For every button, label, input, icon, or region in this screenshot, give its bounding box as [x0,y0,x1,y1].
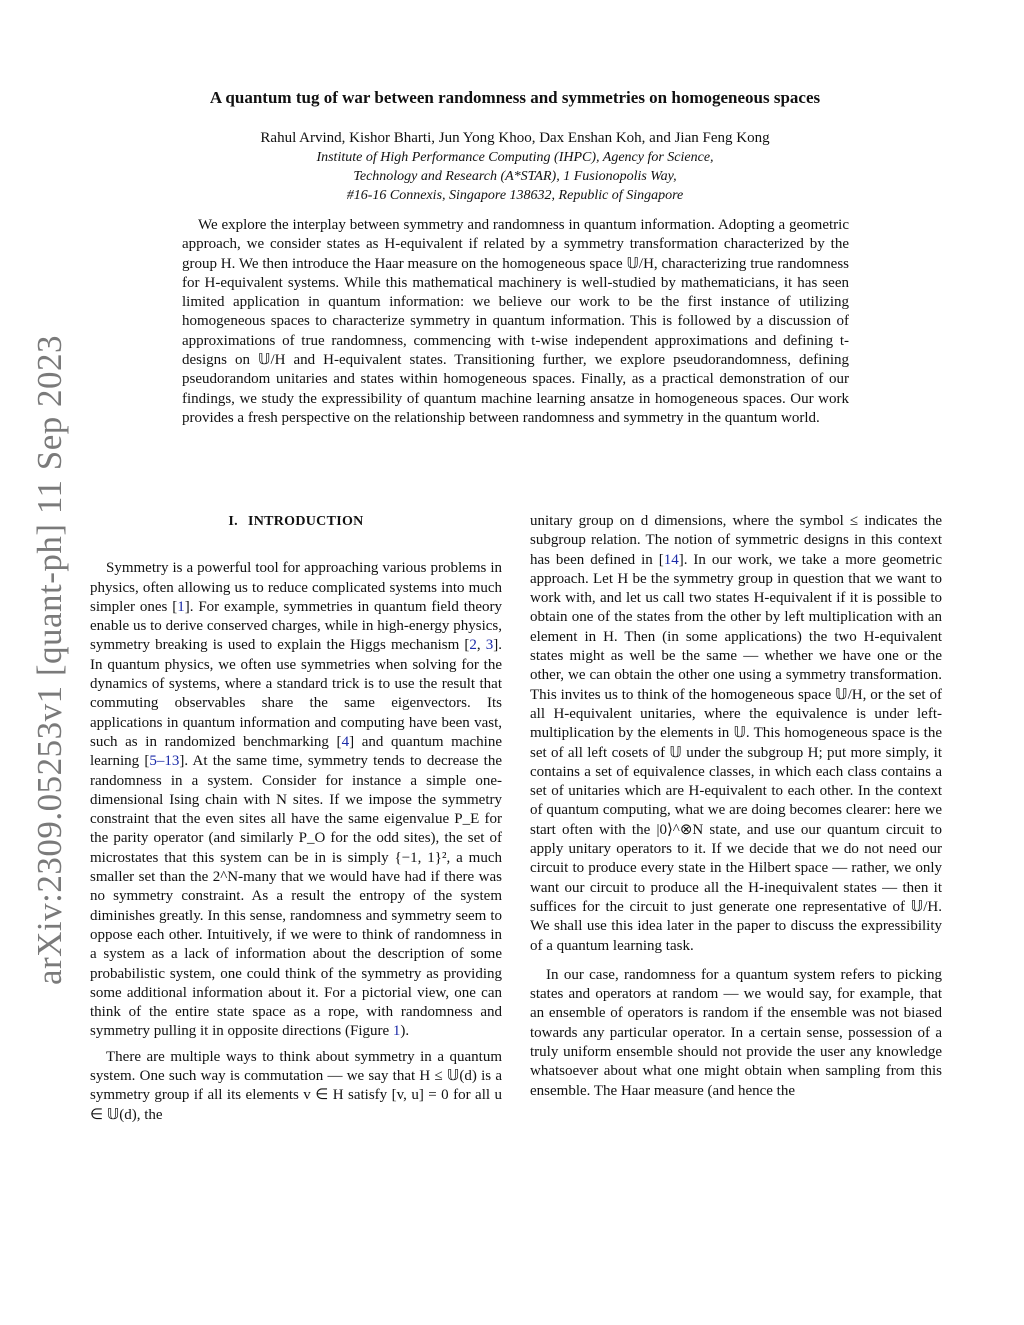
citation-link[interactable]: 4 [341,733,350,750]
citation-link[interactable]: 3 [485,637,494,654]
section-title: INTRODUCTION [247,514,364,529]
paper-title: A quantum tug of war between randomness and symmetries on homogeneous spaces [209,88,821,107]
section-heading [90,512,502,531]
author-list: Rahul Arvind, Kishor Bharti, Jun Yong Khoo, Dax Enshan Koh, and Jian Feng Kong [260,130,770,146]
citation-link[interactable]: 2 [469,637,477,654]
abstract: We explore the interplay between symmetry and randomness in quantum information. Adopting a geometric approach, we consider states as H-equivalent if related by a symmetry transformation characterized by the group H. We then introduce the Haar measure on the homogeneous space 𝕌/H, characterizing true randomness for H-equivalent systems. While this mathematical machinery is well-studied by mathematicians, it has seen limited application in quantum information: we believe our work to be the first instance of utilizing homogeneous spaces to characterize symmetry in quantum information. This is followed by a discussion of approximations of true randomness, commencing with t-wise independent approximations and defining t-designs on 𝕌/H and H-equivalent states. Transitioning further, we explore pseudorandomness, defining pseudorandom unitaries and states within homogeneous spaces. Finally, as a practical demonstration of our findings, we study the expressibility of quantum machine learning ansatze in homogeneous spaces. Our work provides a fresh perspective on the relationship between randomness and symmetry in the quantum world. [182,217,849,426]
figure-link[interactable]: 1 [392,1023,401,1040]
intro-paragraph-1: Symmetry is a powerful tool for approaching various problems in physics, often allowing us to reduce complicated systems into much simpler ones [1]. For example, symmetries in quantum field theory enable us to derive conserved charges, while in high-energy physics, symmetry breaking is used to explain the Higgs mechanism [2, 3]. In quantum physics, we often use symmetries when solving for the dynamics of systems, where a standard trick is to use the result that commuting observables share the same eigenvectors. Its applications in quantum information and computing have been vast, such as in randomized benchmarking [4] and quantum machine learning [5–13]. At the same time, symmetry tends to decrease the randomness in a system. Consider for instance a simple one-dimensional Ising chain with N sites. If we impose the symmetry constraint that the even sites all have the same eigenvalue P_E for the parity operator (and similarly P_O for the odd sites), the set of microstates that this system can be in is simply {−1, 1}², a much smaller set than the 2^N-many that we would have had if there was no symmetry constraint. As a result the entropy of the system diminishes greatly. In this sense, randomness and symmetry seem to oppose each other. Intuitively, if we were to think of randomness in a system as a lack of information about the description of some probabilistic system, one could think of the symmetry as providing some additional information about it. For a pictorial view, one can think of the entire state space as a rope, with randomness and symmetry pulling it in opposite directions (Figure 1). [90,560,503,1040]
left-column [90,512,502,1125]
section-number: I. [228,514,238,529]
intro-paragraph-continued: unitary group on d dimensions, where the symbol ≤ indicates the subgroup relation. The notion of symmetric designs in this context has been defined in [14]. In our work, we take a more geometric approach. Let H be the symmetry group in question that we want to work with, and let us call two states H-equivalent if it is possible to obtain one of the states from the other by left multiplication with an element in H. Then (in some applications) the two H-equivalent states might as well be the same — whether we have one or the other, we can obtain the other one using a symmetry transformation. This invites us to think of the homogeneous space 𝕌/H, or the set of all H-equivalent unitaries, where the equivalence is under left-multiplication by the elements in 𝕌. This homogeneous space is the set of all left cosets of 𝕌 under the subgroup H; put more simply, it contains a set of equivalence classes, in which each class contains a set of unitaries which are H-equivalent to each other. In the context of quantum computing, what we are doing becomes clearer: here we start often with the |0⟩^⊗N state, and use our quantum circuit to apply unitary operators to it. If we decide that we do not need our circuit to produce every state in the Hilbert space — rather, we only want our circuit to produce all the H-inequivalent states — then it suffices for the circuit to just generate one representative of 𝕌/H. We shall use this idea later in the paper to discuss the expressibility of a quantum learning task. [530,513,942,954]
citation-link[interactable]: 5–13 [149,753,180,770]
affiliation-line: Institute of High Performance Computing (IHPC), Agency for Science, [316,150,714,165]
affiliation-line: Technology and Research (A*STAR), 1 Fusionopolis Way, [353,169,677,184]
right-column [530,512,942,1101]
affiliation [90,148,940,205]
arxiv-identifier: arXiv:2309.05253v1 [quant-ph] 11 Sep 2023 [30,334,69,986]
intro-paragraph-3: In our case, randomness for a quantum system refers to picking states and operators at random — we would say, for example, that an ensemble of operators is random if the ensemble was not biased towards any particular operator. In a certain sense, possession of a truly uniform ensemble should not provide the user any knowledge whatsoever about what one might obtain when sampling from this ensemble. The Haar measure (and hence the [530,966,942,1099]
citation-link[interactable]: 1 [177,598,185,615]
arxiv-identifier-sidebar [20,334,80,986]
affiliation-line: #16-16 Connexis, Singapore 138632, Republic of Singapore [346,188,684,203]
citation-link[interactable]: 14 [663,551,679,568]
intro-paragraph-2: There are multiple ways to think about symmetry in a quantum system. One such way is commutation — we say that H ≤ 𝕌(d) is a symmetry group if all its elements v ∈ H satisfy [v, u] = 0 for all u ∈ 𝕌(d), the [90,1048,502,1123]
